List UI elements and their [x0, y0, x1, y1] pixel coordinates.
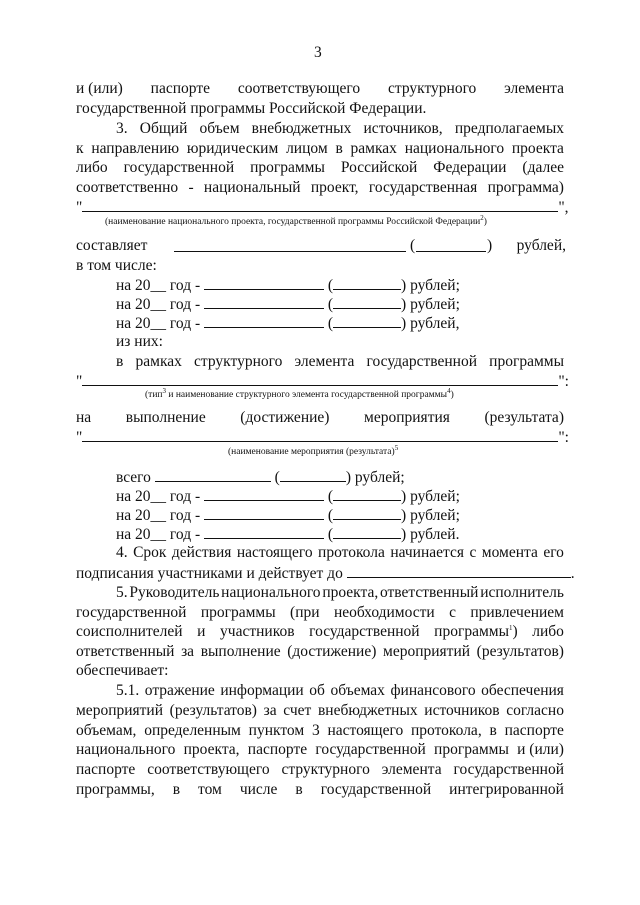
word: проекта: [511, 140, 564, 157]
word: (при: [290, 604, 320, 621]
word: (далее: [522, 159, 564, 176]
para-5-line-5: обеспечивает:: [76, 662, 169, 679]
word: программы,: [76, 781, 155, 798]
word: паспорте: [76, 761, 136, 778]
word: соответствующего: [237, 80, 361, 97]
word: протокола: [318, 544, 385, 561]
word: рамках: [350, 140, 397, 157]
word: национального: [221, 584, 321, 601]
para-5-line-2: [76, 603, 564, 622]
word: 5.: [116, 584, 128, 601]
word: привлечением: [470, 604, 564, 621]
word: протокола,: [411, 722, 482, 739]
project-name-line: " ",: [76, 199, 569, 216]
word: соответствующего: [147, 761, 270, 778]
word: финансового: [390, 682, 476, 699]
word: программа): [487, 179, 564, 196]
of-them-label: из них:: [116, 333, 163, 350]
word: с: [449, 604, 456, 621]
word: проекта,: [322, 584, 379, 601]
word: Федерации: [433, 159, 507, 176]
word: (результата): [484, 409, 564, 426]
word: выполнение: [200, 643, 281, 660]
word: в: [335, 140, 343, 157]
para-3-line-4: [76, 178, 564, 197]
word: том: [198, 781, 222, 798]
para-4-line-1: [116, 543, 564, 562]
within-element-line: [116, 352, 564, 371]
word: объем: [199, 120, 240, 137]
element-name-blank: [82, 371, 558, 386]
para-5-1-line-6: [76, 780, 564, 799]
word: Срок: [133, 544, 167, 561]
validity-date-blank: [347, 563, 571, 578]
word: государственной: [366, 353, 477, 370]
word: элемента: [381, 761, 442, 778]
para-5-line-4: [76, 642, 564, 661]
word: элемента: [504, 80, 564, 97]
word: мероприятий: [383, 643, 471, 660]
word: (достижение): [287, 643, 377, 660]
para-5-1-line-5: [76, 760, 564, 779]
year-line-5: на 20__ год - ( ) рублей;: [116, 507, 460, 524]
year-words-blank: [333, 524, 401, 539]
word: на: [76, 409, 92, 426]
word: выполнение: [125, 409, 206, 426]
word: с: [469, 544, 477, 561]
word: и (или): [76, 80, 123, 97]
word: внебюджетных: [317, 702, 418, 719]
word: ответственный: [379, 584, 479, 601]
para-3-line-2: [76, 139, 564, 158]
word: государственной: [315, 741, 426, 758]
para-1-line-2: государственной программы Российской Федерации.: [76, 100, 427, 117]
year-words-blank: [333, 486, 401, 501]
word: структурного: [194, 353, 283, 370]
word: об: [309, 682, 325, 699]
word: настоящего: [236, 544, 313, 561]
word: государственной: [123, 159, 235, 176]
word: (результатов): [476, 643, 564, 660]
total-amount-line: составляет ( ) рублей,: [76, 237, 566, 254]
word: Руководитель: [129, 584, 220, 601]
for-execution-line: [76, 408, 564, 427]
word: 5.1.: [116, 682, 140, 699]
year-line-1: на 20__ год - ( ) рублей;: [116, 277, 460, 294]
word: юридическим: [186, 140, 279, 157]
total-line: всего ( ) рублей;: [116, 469, 405, 486]
word: -: [188, 179, 194, 196]
year-amount-blank: [204, 486, 324, 501]
word: (достижение): [240, 409, 330, 426]
para-5-1-line-2: [76, 701, 564, 720]
word: исполнитель: [480, 584, 564, 601]
year-amount-blank: [204, 505, 324, 520]
year-amount-blank: [204, 524, 324, 539]
event-name-line: " ":: [76, 429, 569, 446]
year-words-blank: [333, 275, 401, 290]
project-name-blank: [82, 197, 558, 212]
year-words-blank: [333, 505, 401, 520]
word: программы: [489, 353, 564, 370]
word: предполагаемых: [454, 120, 564, 137]
year-amount-blank: [204, 313, 324, 328]
para-5-line-3: соисполнителей и участников государственной программы$^1$) либо: [76, 623, 564, 640]
word: действия: [171, 544, 232, 561]
word: проект,: [310, 179, 359, 196]
word: настоящего: [327, 722, 404, 739]
year-line-4: на 20__ год - ( ) рублей;: [116, 488, 460, 505]
word: источников,: [363, 120, 443, 137]
year-line-3: на 20__ год - ( ) рублей,: [116, 315, 460, 332]
word: согласно: [506, 702, 564, 719]
word: 3: [311, 722, 320, 739]
word: (результатов): [169, 702, 257, 719]
word: структурного: [388, 80, 477, 97]
total-words-blank: [280, 467, 346, 482]
word: момента: [481, 544, 538, 561]
event-name-blank: [82, 427, 558, 442]
word: Общий: [139, 120, 188, 137]
word: структурного: [281, 761, 370, 778]
word: национального: [404, 140, 505, 157]
word: паспорте: [504, 722, 564, 739]
para-5-1-line-1: [116, 681, 564, 700]
including-label: в том числе:: [76, 257, 157, 274]
word: государственная: [368, 179, 478, 196]
para-1-line-1: [76, 79, 564, 98]
para-5-1-line-4: [76, 740, 564, 759]
word: и (или): [517, 741, 564, 758]
word: обеспечения: [481, 682, 564, 699]
word: начинается: [390, 544, 464, 561]
word: в: [172, 781, 181, 798]
page-number: 3: [314, 44, 322, 61]
word: информации: [220, 682, 304, 699]
word: программы: [200, 604, 276, 621]
year-words-blank: [333, 294, 401, 309]
total-blank: [155, 467, 271, 482]
word: государственной: [76, 604, 187, 621]
word: внебюджетных: [251, 120, 352, 137]
word: объемах: [330, 682, 385, 699]
para-5-line-1: [116, 583, 564, 602]
word: за: [181, 643, 195, 660]
word: необходимости: [333, 604, 435, 621]
word: направлению: [91, 140, 180, 157]
word: рамках: [135, 353, 182, 370]
word: государственной: [320, 781, 432, 798]
word: государственной: [453, 761, 564, 778]
word: отражение: [144, 682, 215, 699]
caption-event-name: (наименование мероприятия (результата)$^5$: [228, 443, 399, 457]
word: за: [263, 702, 277, 719]
word: к: [76, 140, 84, 157]
word: Российской: [340, 159, 418, 176]
element-name-line: " ":: [76, 373, 569, 390]
word: программы: [250, 159, 325, 176]
word: соответственно: [76, 179, 179, 196]
year-amount-blank: [204, 294, 324, 309]
word: национальный: [203, 179, 301, 196]
word: интегрированной: [449, 781, 564, 798]
word: источников: [424, 702, 500, 719]
total-amount-blank: [174, 237, 406, 252]
word: 4.: [116, 544, 128, 561]
para-3-line-1: [116, 119, 564, 138]
para-4-line-2: подписания участниками и действует до .: [76, 565, 575, 582]
word: 3.: [116, 120, 128, 137]
year-line-6: на 20__ год - ( ) рублей.: [116, 526, 460, 543]
para-3-line-3: [76, 158, 564, 177]
word: ответственный: [76, 643, 175, 660]
word: элемента: [294, 353, 355, 370]
total-amount-words-blank: [416, 237, 486, 252]
word: в: [489, 722, 497, 739]
word: паспорте: [150, 80, 210, 97]
word: мероприятий: [76, 702, 164, 719]
word: определенным: [144, 722, 241, 739]
word: пунктом: [248, 722, 305, 739]
year-words-blank: [333, 313, 401, 328]
word: в: [116, 353, 124, 370]
year-amount-blank: [204, 275, 324, 290]
word: паспорте: [247, 741, 308, 758]
word: национального: [76, 741, 176, 758]
word: либо: [76, 159, 108, 176]
word: его: [543, 544, 564, 561]
word: проекта,: [183, 741, 240, 758]
word: программы: [434, 741, 509, 758]
word: лицом: [286, 140, 328, 157]
word: объемам,: [76, 722, 137, 739]
caption-element-name: (тип$^3$ и наименование структурного элемента государственной программы$^4$): [145, 386, 454, 400]
word: счет: [283, 702, 312, 719]
year-line-2: на 20__ год - ( ) рублей;: [116, 296, 460, 313]
word: мероприятия: [364, 409, 450, 426]
para-5-1-line-3: [76, 721, 564, 740]
word: числе: [239, 781, 278, 798]
caption-project-name: (наименование национального проекта, государственной программы Российской Федерации$^2$): [105, 213, 487, 227]
word: в: [295, 781, 303, 798]
